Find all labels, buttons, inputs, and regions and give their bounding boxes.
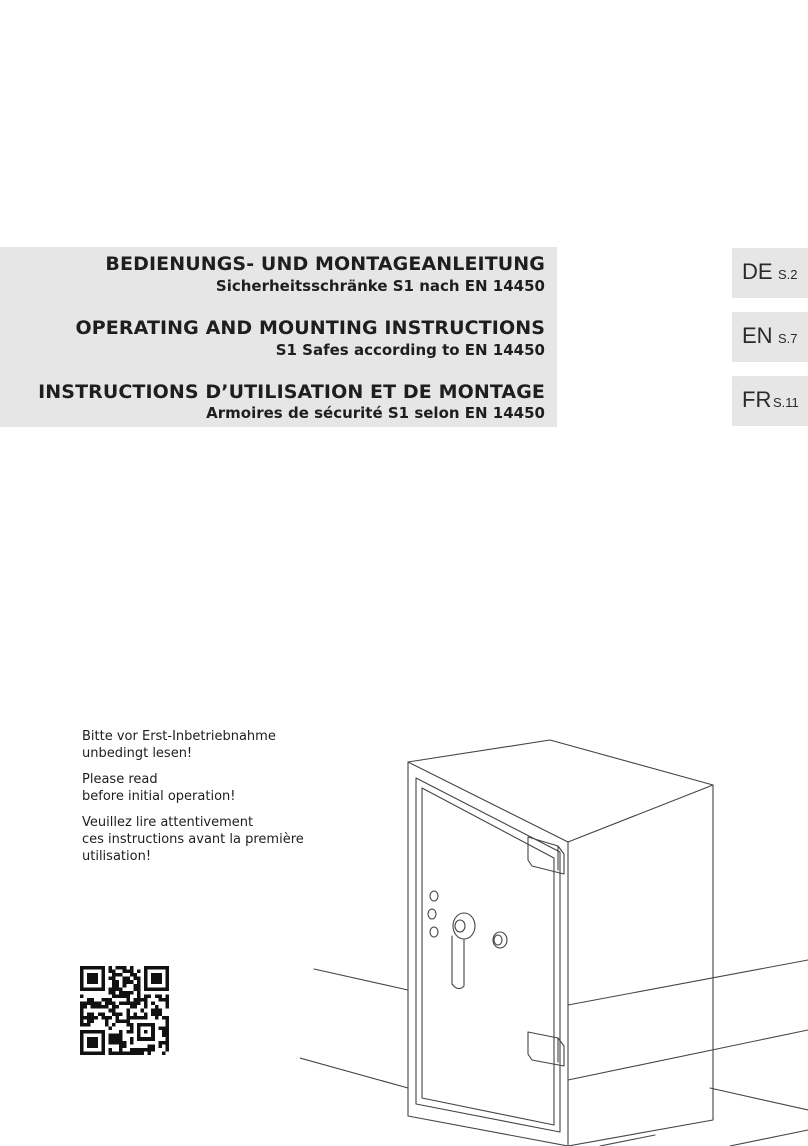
qr-code-icon[interactable]: [80, 966, 169, 1055]
lang-page-fr: S.11: [773, 395, 799, 410]
lang-code-en: EN: [742, 323, 773, 348]
lang-page-de: S.2: [778, 267, 798, 282]
title-fr: INSTRUCTIONS D’UTILISATION ET DE MONTAGE: [38, 381, 545, 403]
notice-fr-line2: ces instructions avant la première: [82, 832, 304, 847]
notice-en-line1: Please read: [82, 772, 158, 787]
notice-en-line2: before initial operation!: [82, 789, 236, 804]
subtitle-en: S1 Safes according to EN 14450: [275, 341, 545, 359]
subtitle-de: Sicherheitsschränke S1 nach EN 14450: [215, 277, 545, 295]
lang-tab-fr[interactable]: [732, 376, 808, 426]
subtitle-fr: Armoires de sécurité S1 selon EN 14450: [206, 404, 545, 422]
lang-code-fr: FR: [742, 387, 772, 412]
notice-de-line1: Bitte vor Erst-Inbetriebnahme: [82, 729, 276, 744]
lang-page-en: S.7: [778, 331, 798, 346]
lang-tab-en[interactable]: [732, 312, 808, 362]
title-band: [0, 247, 557, 427]
title-de: BEDIENUNGS- UND MONTAGEANLEITUNG: [105, 253, 545, 275]
lang-code-de: DE: [742, 259, 773, 284]
notice-fr-line3: utilisation!: [82, 849, 152, 864]
notice-de-line2: unbedingt lesen!: [82, 746, 193, 761]
notice-fr-line1: Veuillez lire attentivement: [82, 815, 254, 830]
safe-illustration: [300, 720, 808, 1146]
title-en: OPERATING AND MOUNTING INSTRUCTIONS: [75, 317, 545, 339]
lang-tab-de[interactable]: [732, 248, 808, 298]
